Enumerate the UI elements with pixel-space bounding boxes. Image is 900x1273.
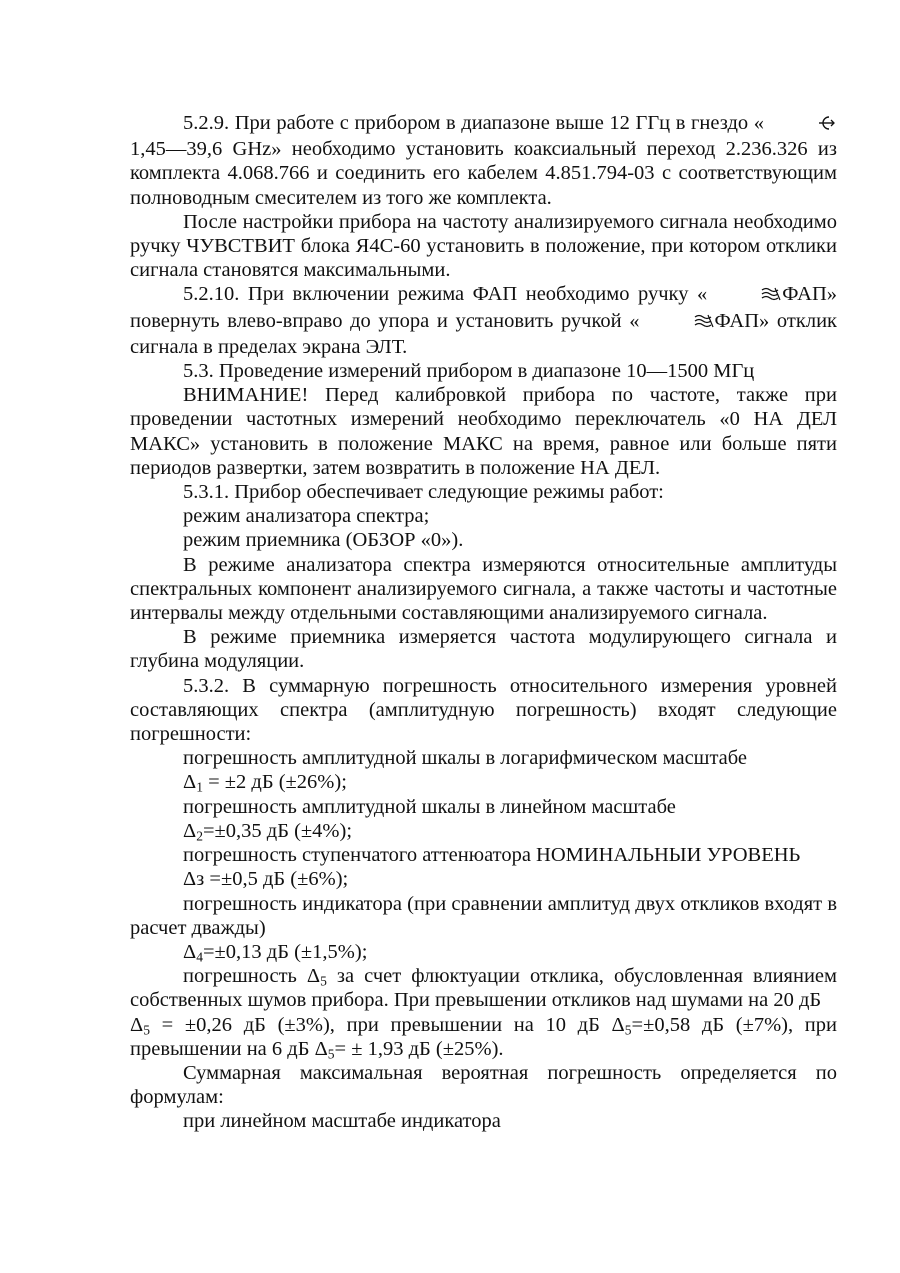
formula-symbol: Δ xyxy=(183,940,197,963)
error-fluctuation xyxy=(130,964,837,1012)
para-text: ФАП» повернуть влево-вправо до упора и установить ручкой « xyxy=(130,283,837,332)
formula-delta-1 xyxy=(130,770,837,794)
para-text: ФАП» отклик сигнала в пределах экрана ЭЛТ. xyxy=(130,309,837,358)
formula-subscript: 5 xyxy=(624,1021,632,1037)
formula-symbol: Δ xyxy=(183,771,197,794)
coax-connector-icon xyxy=(764,113,837,137)
formula-subscript: 5 xyxy=(320,973,327,989)
pll-wave-icon xyxy=(640,311,715,335)
document-page xyxy=(130,111,837,1134)
para-text: 5.2.9. При работе с прибором в диапазоне выше 12 ГГц в гнездо « xyxy=(183,112,764,134)
paragraph-linear-indicator: при линейном масштабе индикатора xyxy=(183,1110,501,1133)
formula-subscript: 1 xyxy=(196,779,203,795)
paragraph-warning: ВНИМАНИЕ! Перед калибровкой прибора по частоте, также при проведении частотных измерений необходимо переключатель «0 НА ДЕЛ МАКС» установить в положение МАКС на время, равное или больше пяти периодов развертки, затем возвратить в положение НА ДЕЛ. xyxy=(130,384,837,479)
paragraph-5-3-2: 5.3.2. В суммарную погрешность относительного измерения уровней составляющих спектра (амплитудную погрешность) входят следующие погрешности: xyxy=(130,674,837,746)
error-linear-scale: погрешность амплитудной шкалы в линейном масштабе xyxy=(183,795,676,818)
formula-delta-5 xyxy=(130,1013,837,1061)
formula-value: = ±2 дБ (±26%); xyxy=(202,771,347,794)
para-text: 5.2.10. При включении режима ФАП необходимо ручку « xyxy=(183,283,708,306)
pll-wave-icon xyxy=(707,284,782,308)
paragraph-sensitivity: После настройки прибора на частоту анализируемого сигнала необходимо ручку ЧУВСТВИТ блока Я4С-60 установить в положение, при котором отклики сигнала становятся максимальными. xyxy=(130,210,837,282)
formula-value: =±0,35 дБ (±4%); xyxy=(202,819,353,842)
para-text: = ±0,26 дБ (±3%), при превышении на 10 дБ Δ xyxy=(149,1013,625,1036)
para-text: погрешность Δ xyxy=(183,965,321,988)
paragraph-5-2-10 xyxy=(130,282,837,359)
paragraph-5-3-1: 5.3.1. Прибор обеспечивает следующие режимы работ: xyxy=(183,481,664,504)
error-log-scale: погрешность амплитудной шкалы в логарифмическом масштабе xyxy=(183,747,748,770)
list-item-mode-analyzer: режим анализатора спектра; xyxy=(183,505,430,528)
formula-delta-2 xyxy=(130,819,837,843)
section-heading-5-3: 5.3. Проведение измерений прибором в диапазоне 10—1500 МГц xyxy=(183,360,755,383)
formula-symbol: Δ xyxy=(130,1013,144,1036)
formula-subscript: 5 xyxy=(143,1021,150,1037)
para-text: за счет флюктуации отклика, обусловленная влиянием собственных шумов прибора. При превышении откликов над шумами на 20 дБ xyxy=(130,965,837,1012)
list-item-mode-receiver: режим приемника (ОБЗОР «0»). xyxy=(183,529,464,552)
formula-delta-4 xyxy=(130,940,837,964)
error-indicator: погрешность индикатора (при сравнении амплитуд двух откликов входят в расчет дважды) xyxy=(130,892,837,939)
error-attenuator: погрешность ступенчатого аттенюатора НОМИНАЛЬНЫИ УРОВЕНЬ xyxy=(183,844,801,867)
formula-delta-3: Δз =±0,5 дБ (±6%); xyxy=(183,868,349,891)
para-text: = ± 1,93 дБ (±25%). xyxy=(334,1037,504,1060)
formula-value: =±0,13 дБ (±1,5%); xyxy=(202,940,368,963)
paragraph-total-error: Суммарная максимальная вероятная погрешность определяется по формулам: xyxy=(130,1061,837,1109)
paragraph-5-2-9 xyxy=(130,111,837,210)
formula-subscript: 2 xyxy=(196,828,203,844)
formula-symbol: Δ xyxy=(183,819,197,842)
para-text: =±0,58 дБ (±7%), при превышении на 6 дБ Δ xyxy=(130,1013,838,1060)
paragraph-analyzer-mode: В режиме анализатора спектра измеряются относительные амплитуды спектральных компонент анализируемого сигнала, а также частоты и частотные интервалы между отдельными составляющими анализируемого сигнала. xyxy=(130,553,837,625)
formula-subscript: 4 xyxy=(196,949,203,965)
formula-subscript: 5 xyxy=(327,1046,335,1062)
paragraph-receiver-mode: В режиме приемника измеряется частота модулирующего сигнала и глубина модуляции. xyxy=(130,626,837,673)
para-text: 1,45—39,6 GHz» необходимо установить коаксиальный переход 2.236.326 из комплекта 4.068.766 и соединить его кабелем 4.851.794-03 с соответствующим полноводным смесителем из того же комплекта. xyxy=(130,138,837,209)
